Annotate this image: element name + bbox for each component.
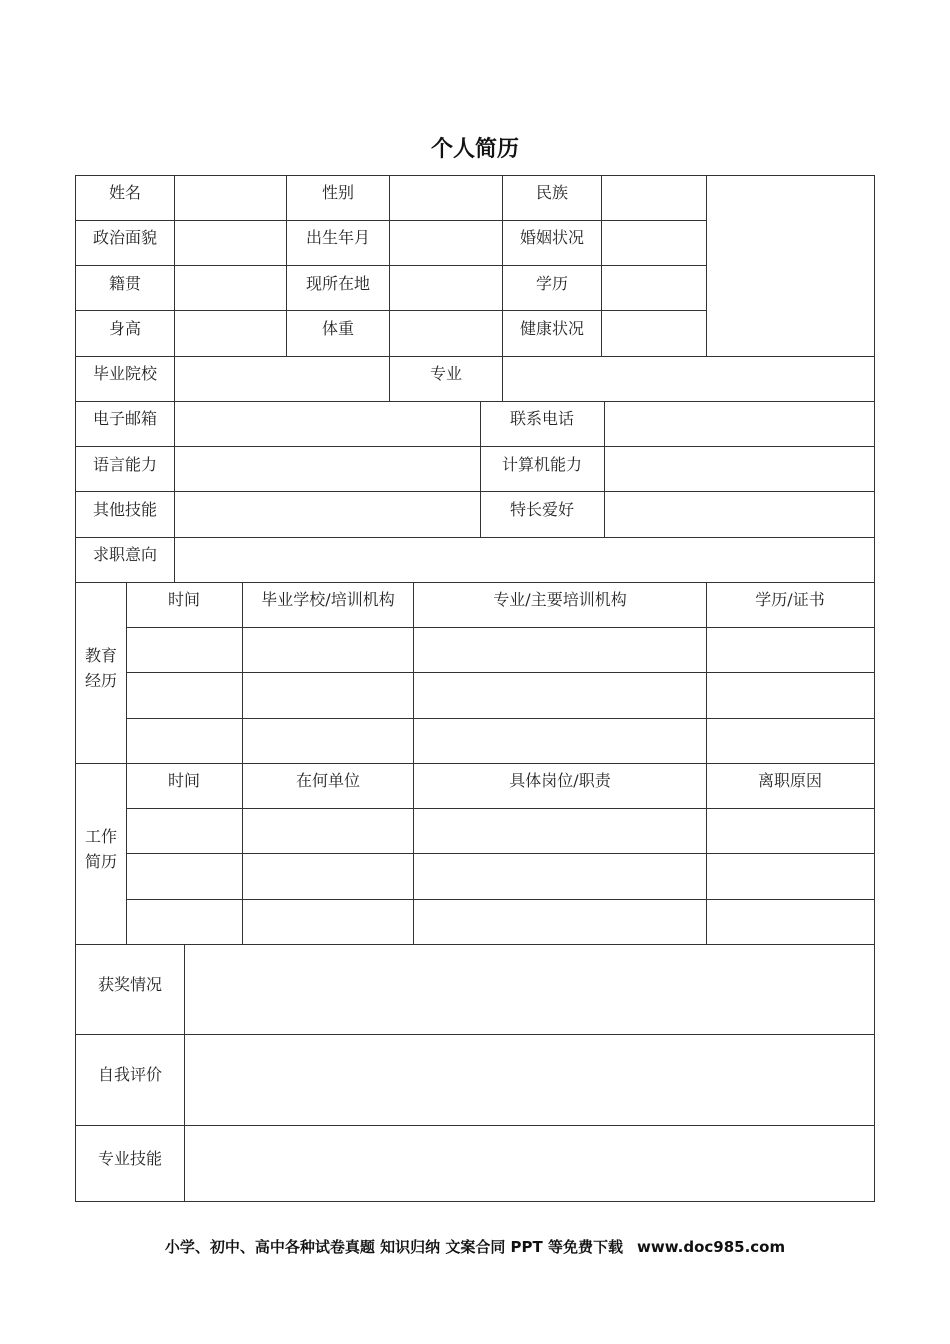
row-line: [75, 582, 875, 583]
col-line: [174, 356, 175, 401]
col-line: [242, 582, 243, 763]
location-label: 现所在地: [305, 274, 371, 293]
table-border-bottom: [75, 1201, 875, 1202]
row-line: [75, 356, 875, 357]
gender-label: 性别: [321, 183, 355, 202]
work-header-time: 时间: [167, 771, 201, 790]
col-line: [242, 763, 243, 944]
computer-label: 计算机能力: [501, 455, 583, 474]
col-line: [601, 175, 602, 356]
page-title: 个人简历: [430, 137, 519, 162]
col-line: [184, 944, 185, 1202]
row-line: [75, 265, 707, 266]
footer-site-link[interactable]: www.doc985.com: [637, 1238, 786, 1256]
major-label: 专业: [429, 364, 463, 383]
row-line: [75, 537, 875, 538]
name-label: 姓名: [108, 183, 142, 202]
marital-label: 婚姻状况: [519, 228, 585, 247]
row-line: [75, 446, 875, 447]
edu-header-major: 专业/主要培训机构: [493, 590, 627, 609]
col-line: [413, 763, 414, 944]
language-label: 语言能力: [92, 455, 158, 474]
row-line: [75, 763, 875, 764]
row-line: [75, 310, 707, 311]
row-line: [126, 899, 875, 900]
work-header-position: 具体岗位/职责: [509, 771, 611, 790]
political-label: 政治面貌: [92, 228, 158, 247]
birth-label: 出生年月: [305, 228, 371, 247]
phone-label: 联系电话: [509, 409, 575, 428]
col-line: [502, 356, 503, 401]
health-label: 健康状况: [519, 319, 585, 338]
work-header-reason: 离职原因: [757, 771, 823, 790]
hobby-label: 特长爱好: [509, 500, 575, 519]
row-line: [126, 718, 875, 719]
row-line: [75, 401, 875, 402]
row-line: [75, 1034, 875, 1035]
skills-label: 其他技能: [92, 500, 158, 519]
col-line: [174, 401, 175, 582]
height-label: 身高: [108, 319, 142, 338]
col-line: [706, 582, 707, 763]
col-line: [389, 356, 390, 401]
col-line: [480, 401, 481, 537]
work-header-company: 在何单位: [295, 771, 361, 790]
table-border-right: [874, 175, 875, 1202]
row-line: [126, 853, 875, 854]
edu-header-degree: 学历/证书: [755, 590, 825, 609]
education-label: 学历: [535, 274, 569, 293]
native-label: 籍贯: [108, 274, 142, 293]
email-label: 电子邮箱: [92, 409, 158, 428]
col-line: [413, 582, 414, 763]
col-line: [126, 763, 127, 944]
row-line: [75, 944, 875, 945]
work-section-label: 工作简历: [84, 827, 117, 871]
row-line: [75, 491, 875, 492]
weight-label: 体重: [321, 319, 355, 338]
col-line: [286, 175, 287, 356]
awards-label: 获奖情况: [97, 975, 163, 994]
row-line: [75, 220, 707, 221]
education-section-label: 教育经历: [84, 646, 117, 690]
col-line: [706, 763, 707, 944]
self-eval-label: 自我评价: [97, 1065, 163, 1084]
ethnicity-label: 民族: [535, 183, 569, 202]
row-line: [126, 808, 875, 809]
col-line: [126, 582, 127, 763]
row-line: [126, 672, 875, 673]
edu-header-time: 时间: [167, 590, 201, 609]
footer-text: 小学、初中、高中各种试卷真题 知识归纳 文案合同 PPT 等免费下载: [164, 1238, 624, 1256]
col-line: [604, 401, 605, 537]
school-label: 毕业院校: [92, 364, 158, 383]
footer-banner: [0, 1236, 950, 1257]
col-line: [389, 175, 390, 356]
row-line: [75, 1125, 875, 1126]
pro-skills-label: 专业技能: [97, 1149, 163, 1168]
row-line: [126, 627, 875, 628]
table-border-left: [75, 175, 76, 1202]
edu-header-school: 毕业学校/培训机构: [261, 590, 395, 609]
photo-placeholder[interactable]: [707, 176, 874, 356]
col-line: [174, 175, 175, 356]
col-line: [502, 175, 503, 356]
intent-label: 求职意向: [92, 545, 158, 564]
